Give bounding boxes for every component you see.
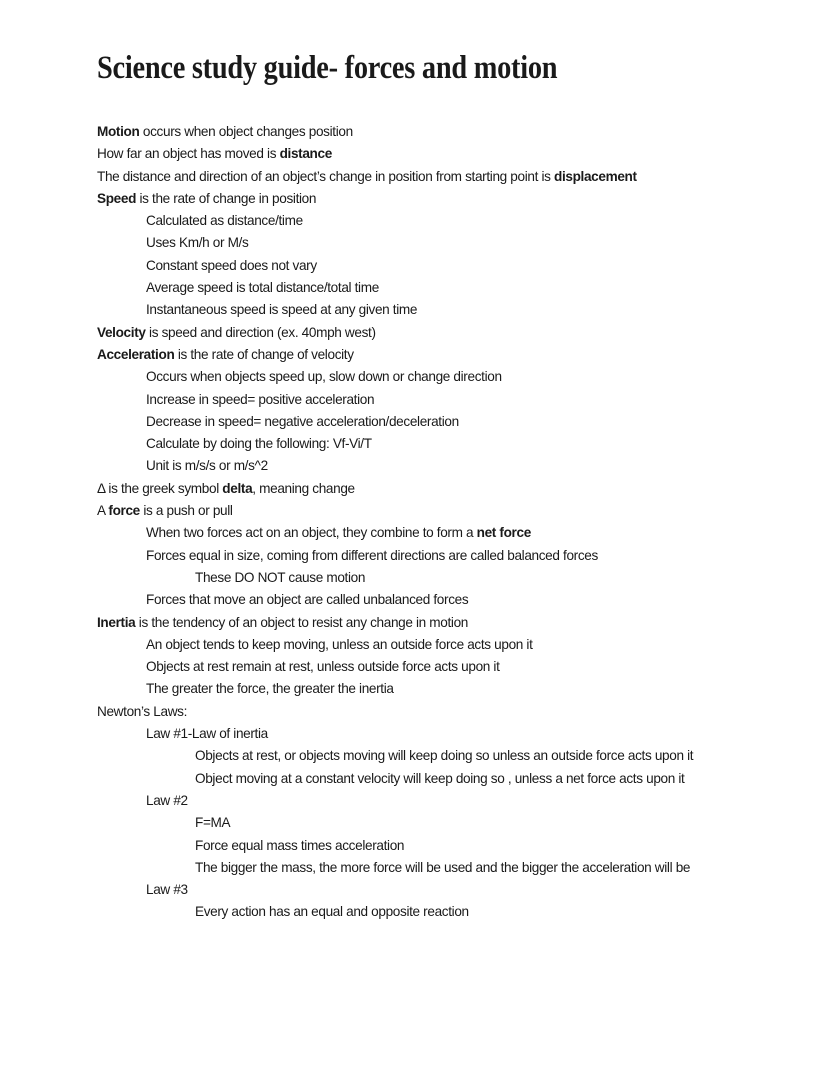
note-line	[97, 745, 693, 767]
note-line	[97, 366, 693, 388]
note-line	[97, 411, 693, 433]
note-line	[97, 232, 693, 254]
note-line	[97, 455, 693, 477]
note-line	[97, 322, 693, 344]
key-term: Motion	[97, 124, 140, 139]
key-term: Acceleration	[97, 346, 175, 362]
note-line	[97, 188, 693, 210]
document-title: Science study guide- forces and motion	[97, 50, 558, 86]
note-line	[97, 143, 693, 165]
note-text: The bigger the mass, the more force will be used and the bigger the acceleration will be	[195, 859, 691, 875]
note-text: occurs when object changes position	[139, 124, 353, 139]
note-line	[97, 277, 693, 299]
note-line	[97, 857, 693, 879]
note-line	[97, 522, 693, 544]
note-text: How far an object has moved is	[97, 146, 280, 162]
note-text: Law #3	[146, 882, 188, 898]
note-line	[97, 433, 693, 455]
key-term: displacement	[554, 168, 637, 184]
note-line	[97, 901, 693, 923]
note-text: is the tendency of an object to resist any change in motion	[135, 614, 469, 630]
key-term: Velocity	[97, 324, 146, 340]
key-term: force	[108, 503, 140, 519]
note-text: An object tends to keep moving, unless an outside force acts upon it	[146, 636, 533, 652]
note-text: The distance and direction of an object’s change in position from starting point is	[97, 168, 554, 184]
note-text: Law #1-Law of inertia	[146, 726, 268, 742]
note-text: Constant speed does not vary	[146, 257, 317, 273]
note-line	[97, 656, 693, 678]
note-line	[97, 121, 693, 143]
note-text: Calculate by doing the following: Vf-Vi/T	[146, 436, 372, 452]
note-text: Object moving at a constant velocity will keep doing so , unless a net force acts upon it	[195, 770, 685, 786]
note-text: Uses Km/h or M/s	[146, 235, 249, 251]
note-text: Forces equal in size, coming from different directions are called balanced forces	[146, 547, 598, 563]
note-line	[97, 166, 693, 188]
document-body	[97, 121, 693, 924]
note-line	[97, 812, 693, 834]
key-term: Speed	[97, 190, 137, 206]
note-line	[97, 634, 693, 656]
note-text: Instantaneous speed is speed at any given time	[146, 302, 418, 318]
note-text: Unit is m/s/s or m/s^2	[146, 458, 268, 474]
note-text: Objects at rest, or objects moving will keep doing so unless an outside force acts upon it	[195, 748, 694, 764]
note-line	[97, 678, 693, 700]
note-text: F=MA	[195, 815, 231, 831]
note-text: Δ is the greek symbol	[97, 480, 223, 496]
note-line	[97, 790, 693, 812]
note-line	[97, 500, 693, 522]
note-line	[97, 299, 693, 321]
note-line	[97, 389, 693, 411]
note-line	[97, 723, 693, 745]
note-text: Forces that move an object are called unbalanced forces	[146, 592, 469, 608]
note-text: A	[97, 503, 109, 519]
note-line	[97, 835, 693, 857]
note-text: The greater the force, the greater the inertia	[146, 681, 394, 697]
note-text: , meaning change	[252, 480, 355, 496]
note-line	[97, 567, 693, 589]
note-text: Newton’s Laws:	[97, 703, 188, 719]
note-text: These DO NOT cause motion	[195, 569, 366, 585]
note-text: is speed and direction (ex. 40mph west)	[145, 324, 376, 340]
note-text: is the rate of change of velocity	[174, 346, 354, 362]
note-text: is a push or pull	[139, 503, 233, 519]
note-line	[97, 612, 693, 634]
note-line	[97, 879, 693, 901]
note-text: Force equal mass times acceleration	[195, 837, 405, 853]
key-term: distance	[279, 146, 332, 162]
note-text: is the rate of change in position	[136, 190, 317, 206]
note-text: Decrease in speed= negative acceleration/deceleration	[146, 413, 459, 429]
note-text: When two forces act on an object, they combine to form a	[146, 525, 477, 541]
note-line	[97, 478, 693, 500]
note-text: Every action has an equal and opposite reaction	[195, 904, 469, 920]
note-text: Calculated as distance/time	[146, 213, 303, 229]
note-text: Average speed is total distance/total time	[146, 280, 379, 296]
note-line	[97, 589, 693, 611]
note-line	[97, 255, 693, 277]
note-text: Increase in speed= positive acceleration	[146, 391, 375, 407]
note-line	[97, 210, 693, 232]
note-text: Occurs when objects speed up, slow down or change direction	[146, 369, 502, 385]
key-term: net force	[476, 525, 531, 541]
note-line	[97, 701, 693, 723]
note-text: Law #2	[146, 792, 188, 808]
note-line	[97, 344, 693, 366]
note-line	[97, 545, 693, 567]
note-line	[97, 768, 693, 790]
key-term: Inertia	[97, 614, 136, 630]
note-text: Objects at rest remain at rest, unless outside force acts upon it	[146, 659, 500, 675]
key-term: delta	[222, 480, 253, 496]
